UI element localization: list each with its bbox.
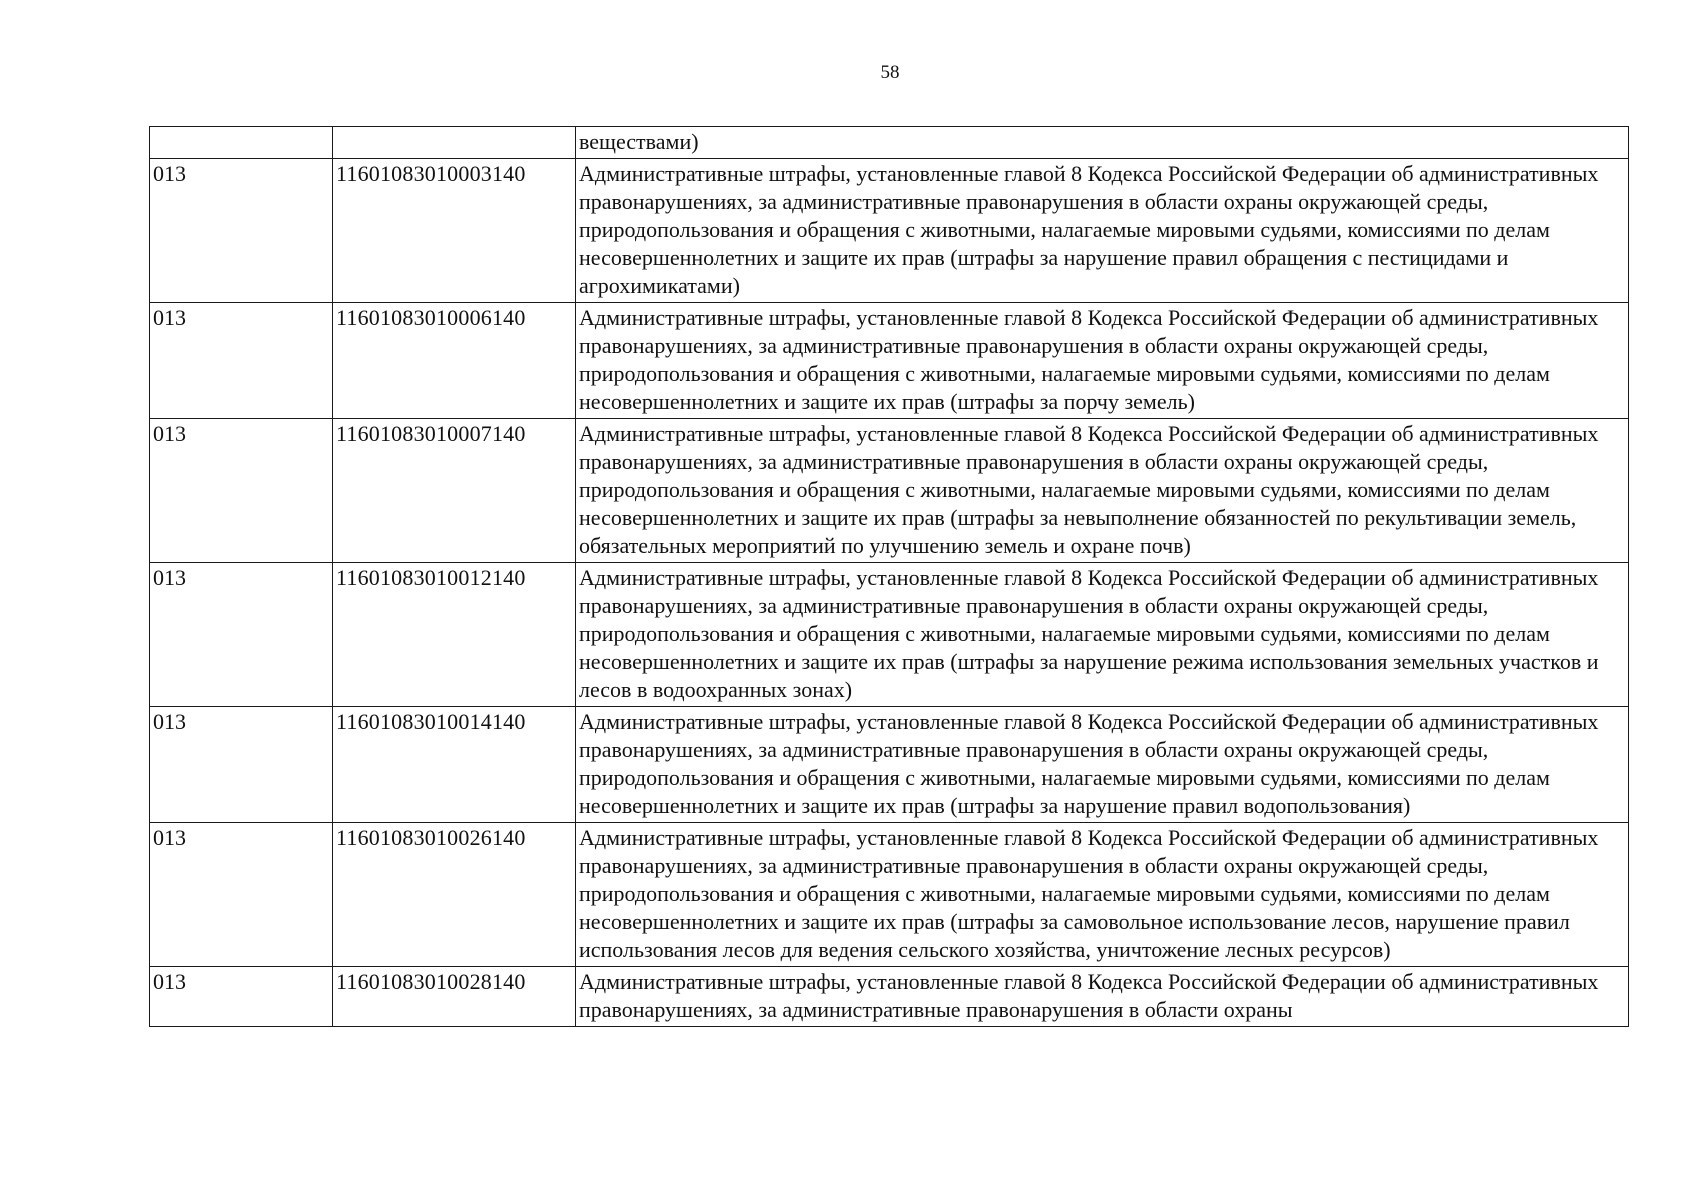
- budget-classification-code-cell: 11601083010003140: [333, 159, 576, 303]
- table-row: [150, 967, 1629, 1027]
- admin-code-cell: 013: [150, 563, 333, 707]
- admin-code-cell: [150, 127, 333, 159]
- admin-code-cell: 013: [150, 967, 333, 1027]
- admin-code-cell: 013: [150, 159, 333, 303]
- income-description-cell: веществами): [576, 127, 1629, 159]
- budget-classification-code-cell: 11601083010007140: [333, 419, 576, 563]
- budget-classification-code-cell: 11601083010012140: [333, 563, 576, 707]
- income-description-cell: Административные штрафы, установленные главой 8 Кодекса Российской Федерации об административных правонарушениях, за административные правонарушения в области охраны окружающей среды, природопользования и обращения с животными, налагаемые мировыми судьями, комиссиями по делам несовершеннолетних и защите их прав (штрафы за порчу земель): [576, 303, 1629, 419]
- table-body: [150, 127, 1629, 1027]
- income-description-cell: Административные штрафы, установленные главой 8 Кодекса Российской Федерации об административных правонарушениях, за административные правонарушения в области охраны окружающей среды, природопользования и обращения с животными, налагаемые мировыми судьями, комиссиями по делам несовершеннолетних и защите их прав (штрафы за невыполнение обязанностей по рекультивации земель, обязательных мероприятий по улучшению земель и охране почв): [576, 419, 1629, 563]
- admin-code-cell: 013: [150, 707, 333, 823]
- table-row: [150, 127, 1629, 159]
- budget-codes-table: [149, 126, 1629, 1027]
- table-row: [150, 707, 1629, 823]
- budget-classification-code-cell: [333, 127, 576, 159]
- table-row: [150, 419, 1629, 563]
- income-description-cell: Административные штрафы, установленные главой 8 Кодекса Российской Федерации об административных правонарушениях, за административные правонарушения в области охраны: [576, 967, 1629, 1027]
- table-row: [150, 823, 1629, 967]
- income-description-cell: Административные штрафы, установленные главой 8 Кодекса Российской Федерации об административных правонарушениях, за административные правонарушения в области охраны окружающей среды, природопользования и обращения с животными, налагаемые мировыми судьями, комиссиями по делам несовершеннолетних и защите их прав (штрафы за нарушение правил водопользования): [576, 707, 1629, 823]
- table-row: [150, 159, 1629, 303]
- table-row: [150, 303, 1629, 419]
- table-row: [150, 563, 1629, 707]
- income-description-cell: Административные штрафы, установленные главой 8 Кодекса Российской Федерации об административных правонарушениях, за административные правонарушения в области охраны окружающей среды, природопользования и обращения с животными, налагаемые мировыми судьями, комиссиями по делам несовершеннолетних и защите их прав (штрафы за самовольное использование лесов, нарушение правил использования лесов для ведения сельского хозяйства, уничтожение лесных ресурсов): [576, 823, 1629, 967]
- page-number: 58: [880, 62, 900, 83]
- admin-code-cell: 013: [150, 823, 333, 967]
- budget-classification-code-cell: 11601083010026140: [333, 823, 576, 967]
- income-description-cell: Административные штрафы, установленные главой 8 Кодекса Российской Федерации об административных правонарушениях, за административные правонарушения в области охраны окружающей среды, природопользования и обращения с животными, налагаемые мировыми судьями, комиссиями по делам несовершеннолетних и защите их прав (штрафы за нарушение правил обращения с пестицидами и агрохимикатами): [576, 159, 1629, 303]
- admin-code-cell: 013: [150, 419, 333, 563]
- income-description-cell: Административные штрафы, установленные главой 8 Кодекса Российской Федерации об административных правонарушениях, за административные правонарушения в области охраны окружающей среды, природопользования и обращения с животными, налагаемые мировыми судьями, комиссиями по делам несовершеннолетних и защите их прав (штрафы за нарушение режима использования земельных участков и лесов в водоохранных зонах): [576, 563, 1629, 707]
- budget-classification-code-cell: 11601083010006140: [333, 303, 576, 419]
- budget-classification-code-cell: 11601083010014140: [333, 707, 576, 823]
- budget-classification-code-cell: 11601083010028140: [333, 967, 576, 1027]
- admin-code-cell: 013: [150, 303, 333, 419]
